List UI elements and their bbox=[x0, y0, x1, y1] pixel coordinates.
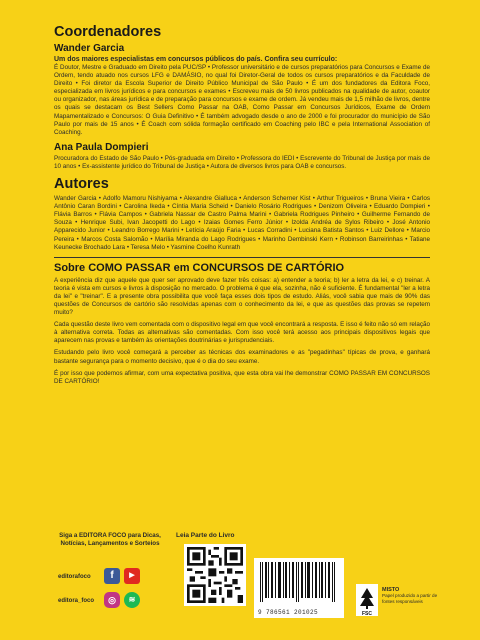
barcode-number: 9 786561 201025 bbox=[258, 609, 319, 616]
sobre-paragraph-3: Estudando pelo livro você começará a perceber as técnicas dos examinadores e as "pegadinhas" típicas de prova, e ganhará bastante segurança para o momento decisivo, que é o dia do seu exame. bbox=[54, 349, 430, 365]
autores-heading: Autores bbox=[54, 176, 109, 193]
divider bbox=[54, 257, 430, 258]
fsc-tree-icon bbox=[356, 584, 378, 616]
coordinator-2-name: Ana Paula Dompieri bbox=[54, 141, 149, 153]
barcode bbox=[254, 558, 344, 618]
follow-text: Siga a EDITORA FOCO para Dicas, Notícias, Lançamentos e Sorteios bbox=[59, 532, 161, 547]
qr-title: Leia Parte do Livro bbox=[176, 532, 235, 539]
qr-code[interactable] bbox=[184, 544, 246, 606]
footer bbox=[54, 528, 438, 624]
fsc-logo bbox=[356, 584, 378, 616]
instagram-icon[interactable]: ◎ bbox=[104, 592, 120, 608]
coordinator-1-bio: É Doutor, Mestre e Graduado em Direito pela PUC/SP • Professor universitário e de cursos preparatórios para Concursos e Exame de Ordem, tendo atuado nos cursos LFG e DAMÁSIO, no qual foi Diretor-Geral de todos os cursos preparatórios e da Faculdade de Direito • Foi diretor da Escola Superior de Direito Público Municipal de São Paulo • É um dos fundadores da Editora Foco, especializada em livros jurídicos e para concursos e exames • Escreveu mais de 50 livros publicados na qualidade de autor, coautor ou organizador, nas áreas jurídica e de preparação para concursos e exame de ordem. Já vendeu mais de 1,5 milhão de livros, dentre os quais se destacam os Best Sellers Como Passar na OAB, Como Passar em Concursos Jurídicos, Exame de Ordem Mapamentalizado e Concursos: O Guia Definitivo • É também advogado desde o ano de 2000 e foi procurador do município de São Paulo por mais de 15 anos • É Coach com sólida formação certificado em Coaching pelo IBC e pela International Association of Coaching. bbox=[54, 64, 430, 136]
autores-list: Wander Garcia • Adolfo Mamoru Nishiyama • Alexandre Gialluca • Anderson Scherner Kist • Arthur Trigueiros • Bruna Vieira • Carlos Antônio Caran Bordini • Carolina Ikeda • Cíntia Maria Scheid • Danielo Rosário Rodrigues • Denizom Oliveira • Eduardo Dompieri • Flávia Barros • Flávia Campos • Gabriela Nassar de Castro Palma Marini • Gabriela Rodrigues Pinheiro • Guilherme Fernando de Souza • Henrique Subi, Ivan Jacopetti do Lago • Izaias Gomes Ferro Júnior • Izolda Andréa de Sylos Ribeiro • José Antonio Apparecido Junior • Leandro Borrego Marini • Letícia Araújo Faria • Lucas Corradini • Luciana Batista Santos • Luiz Dellore • Marcio Pereira • Marcos Costa Salomão • Marília Miranda do Lago Rodrigues • Marinho Dembinski Kern • Robinson Barreirinhas • Tatiane Keunecke Brochado Lara • Teresa Melo • Yasmine Coelho Kunrath bbox=[54, 195, 430, 251]
social-row-2 bbox=[58, 592, 170, 612]
youtube-icon[interactable]: ▶ bbox=[124, 568, 140, 584]
sobre-paragraph-2: Cada questão deste livro vem comentada com o dispositivo legal em que você encontrará a resposta. E isso é feito não só em relação à alternativa correta. Todas as alternativas são comentadas. Com isso você terá acesso aos principais dispositivos legais que aparecem nas provas e também às orientações doutrinárias e jurisprudenciais. bbox=[54, 321, 430, 345]
coordinator-1-lead: Um dos maiores especialistas em concursos públicos do país. Confira seu currículo: bbox=[54, 56, 338, 63]
sobre-heading: Sobre COMO PASSAR em CONCURSOS DE CARTÓRIO bbox=[54, 261, 345, 274]
fsc-title: MISTO bbox=[382, 587, 400, 593]
handle-editora-foco: editora_foco bbox=[58, 598, 95, 604]
coordenadores-heading: Coordenadores bbox=[54, 24, 162, 40]
facebook-icon[interactable]: f bbox=[104, 568, 120, 584]
fsc-label: FSC bbox=[362, 611, 372, 616]
barcode-graphic bbox=[254, 558, 344, 606]
handle-editorafoco: editorafoco bbox=[58, 574, 91, 580]
sobre-paragraph-1: A experiência diz que aquele que quer ser aprovado deve fazer três coisas: a) entender a teoria; b) ler a letra da lei, e c) treinar. A teoria é vista em cursos e livros à disposição no mercado. O problema é que ela, sozinha, não é suficiente. É fundamental "ler a letra da lei" e "treinar". E a presente obra possibilita que você faça esses dois tipos de estudo. Aliás, você sabia que mais de 90% das questões de Concursos de cartório são resolvidas apenas com o conhecimento da lei, e que as questões das provas se repetem muito? bbox=[54, 276, 430, 317]
qr-code-graphic bbox=[187, 547, 243, 603]
coordinator-2-bio: Procuradora do Estado de São Paulo • Pós-graduada em Direito • Professora do IEDI • Escrevente do Tribunal de Justiça por mais de 10 anos • Ex-assistente jurídico do Tribunal de Justiça • Autora de diversos livros para OAB e concursos. bbox=[54, 154, 430, 170]
back-cover-content bbox=[54, 24, 430, 386]
fsc-description: Papel produzido a partir de fontes responsáveis bbox=[382, 593, 438, 604]
coordinator-1-name: Wander Garcia bbox=[54, 43, 125, 54]
sobre-paragraph-4: É por isso que podemos afirmar, com uma expectativa positiva, que esta obra vai lhe demonstrar COMO PASSAR EM CONCURSOS DE CARTÓRIO! bbox=[54, 369, 430, 385]
spotify-icon[interactable]: ≋ bbox=[124, 592, 140, 608]
social-row-1 bbox=[58, 568, 170, 588]
fsc-text-block bbox=[382, 588, 442, 604]
